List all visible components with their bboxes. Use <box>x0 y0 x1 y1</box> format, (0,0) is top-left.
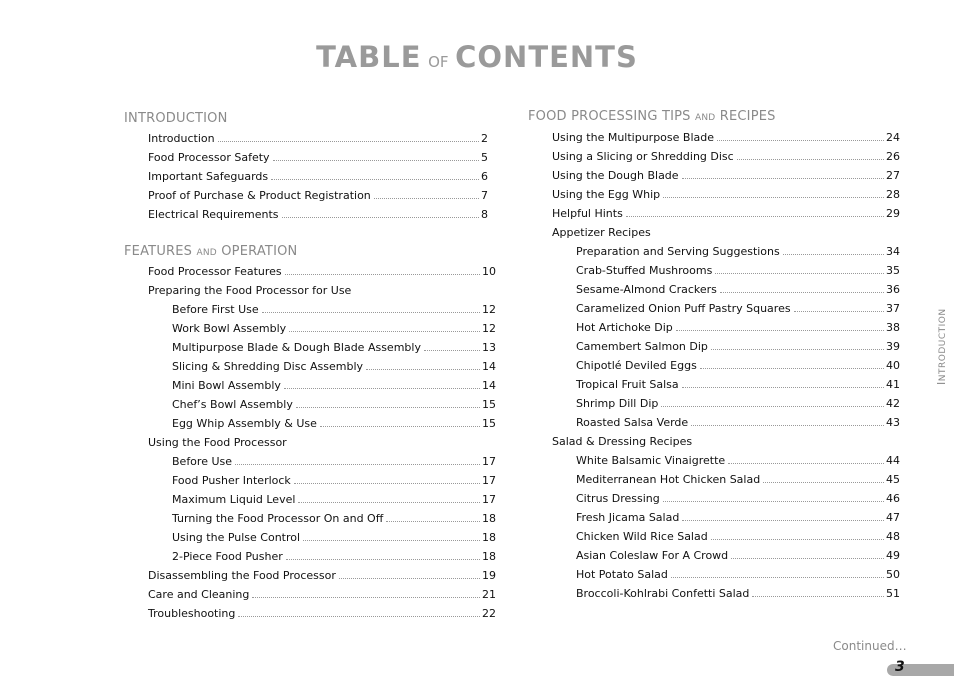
title-part-2: OF <box>428 53 449 71</box>
toc-entry-label: Proof of Purchase & Product Registration <box>148 189 371 202</box>
leader-dots <box>218 141 479 142</box>
toc-entry-label: Using the Pulse Control <box>172 531 301 544</box>
leader-dots <box>289 331 480 332</box>
toc-entry-label: Broccoli-Kohlrabi Confetti Salad <box>576 587 750 600</box>
toc-subheading[interactable] <box>552 435 692 449</box>
toc-entry-label: Work Bowl Assembly <box>172 322 287 335</box>
toc-entry-page: 6 <box>481 170 488 183</box>
section-heading-text: FEATURES <box>124 244 193 259</box>
toc-entry-label: Using the Multipurpose Blade <box>552 131 715 144</box>
toc-entry-page: 46 <box>886 492 900 505</box>
toc-entry-page: 42 <box>886 397 900 410</box>
toc-entry[interactable] <box>576 473 900 487</box>
toc-entry[interactable] <box>172 341 496 355</box>
toc-entry-label: Shrimp Dill Dip <box>576 397 659 410</box>
toc-entry-page: 36 <box>886 283 900 296</box>
leader-dots <box>298 502 480 503</box>
toc-entry-page: 35 <box>886 264 900 277</box>
leader-dots <box>717 140 884 141</box>
toc-entry-page: 28 <box>886 188 900 201</box>
page-number: 3 <box>895 659 905 675</box>
leader-dots <box>235 464 480 465</box>
leader-dots <box>273 160 479 161</box>
toc-entry-label: Maximum Liquid Level <box>172 493 296 506</box>
toc-entry-label: Food Processor Features <box>148 265 282 278</box>
toc-entry-page: 22 <box>482 607 496 620</box>
leader-dots <box>711 349 884 350</box>
toc-entry[interactable] <box>172 455 496 469</box>
section-heading-food-processing <box>528 109 776 124</box>
toc-entry-label: Fresh Jicama Salad <box>576 511 680 524</box>
toc-entry-page: 14 <box>482 360 496 373</box>
toc-entry-page: 44 <box>886 454 900 467</box>
toc-entry-page: 39 <box>886 340 900 353</box>
leader-dots <box>728 463 884 464</box>
leader-dots <box>763 482 884 483</box>
toc-entry[interactable] <box>172 474 496 488</box>
section-heading-connector: AND <box>196 248 217 258</box>
title-part-3: CONTENTS <box>455 40 638 74</box>
leader-dots <box>682 178 884 179</box>
toc-entry-label: Preparation and Serving Suggestions <box>576 245 780 258</box>
toc-entry-label: Roasted Salsa Verde <box>576 416 689 429</box>
toc-entry-page: 45 <box>886 473 900 486</box>
leader-dots <box>262 312 480 313</box>
toc-entry[interactable] <box>576 492 900 506</box>
leader-dots <box>671 577 884 578</box>
toc-entry-page: 17 <box>482 493 496 506</box>
toc-subheading[interactable] <box>148 284 351 298</box>
leader-dots <box>715 273 884 274</box>
leader-dots <box>320 426 480 427</box>
toc-entry-label: Preparing the Food Processor for Use <box>148 284 352 297</box>
toc-entry-page: 27 <box>886 169 900 182</box>
leader-dots <box>737 159 884 160</box>
toc-entry[interactable] <box>172 398 496 412</box>
toc-entry-label: Slicing & Shredding Disc Assembly <box>172 360 364 373</box>
toc-entry-page: 47 <box>886 511 900 524</box>
section-heading-text: OPERATION <box>221 244 298 259</box>
leader-dots <box>682 520 884 521</box>
toc-entry-label: Multipurpose Blade & Dough Blade Assembly <box>172 341 421 354</box>
toc-entry[interactable] <box>172 303 496 317</box>
toc-entry[interactable] <box>576 549 900 563</box>
toc-entry-label: Food Processor Safety <box>148 151 270 164</box>
toc-entry-label: Using the Food Processor <box>148 436 287 449</box>
leader-dots <box>720 292 884 293</box>
toc-entry-page: 29 <box>886 207 900 220</box>
toc-entry-page: 15 <box>482 417 496 430</box>
toc-entry-page: 18 <box>482 550 496 563</box>
leader-dots <box>691 425 884 426</box>
toc-entry[interactable] <box>576 321 900 335</box>
toc-entry-label: Mini Bowl Assembly <box>172 379 281 392</box>
toc-entry-page: 17 <box>482 455 496 468</box>
toc-entry-label: Mediterranean Hot Chicken Salad <box>576 473 761 486</box>
leader-dots <box>303 540 480 541</box>
toc-entry-label: Important Safeguards <box>148 170 269 183</box>
leader-dots <box>661 406 884 407</box>
toc-entry-page: 19 <box>482 569 496 582</box>
toc-entry-label: Electrical Requirements <box>148 208 279 221</box>
toc-entry-page: 18 <box>482 531 496 544</box>
leader-dots <box>794 311 884 312</box>
section-heading-features <box>124 244 297 259</box>
toc-entry-label: Turning the Food Processor On and Off <box>172 512 384 525</box>
toc-entry[interactable] <box>172 379 496 393</box>
toc-entry[interactable] <box>148 569 496 583</box>
toc-entry-page: 17 <box>482 474 496 487</box>
section-heading-text: FOOD PROCESSING TIPS <box>528 109 691 124</box>
toc-entry-label: Introduction <box>148 132 215 145</box>
toc-entry[interactable] <box>576 283 900 297</box>
toc-entry-label: Chicken Wild Rice Salad <box>576 530 708 543</box>
leader-dots <box>424 350 480 351</box>
toc-entry-label: Helpful Hints <box>552 207 623 220</box>
toc-entry[interactable] <box>172 322 496 336</box>
toc-entry-label: Sesame-Almond Crackers <box>576 283 717 296</box>
leader-dots <box>752 596 884 597</box>
leader-dots <box>731 558 884 559</box>
toc-entry[interactable] <box>576 378 900 392</box>
toc-entry-label: 2-Piece Food Pusher <box>172 550 283 563</box>
toc-entry[interactable] <box>576 359 900 373</box>
toc-entry[interactable] <box>552 207 900 221</box>
toc-entry-label: Using a Slicing or Shredding Disc <box>552 150 734 163</box>
toc-entry-page: 50 <box>886 568 900 581</box>
toc-entry-label: Caramelized Onion Puff Pastry Squares <box>576 302 791 315</box>
toc-entry[interactable] <box>576 568 900 582</box>
leader-dots <box>676 330 884 331</box>
toc-entry[interactable] <box>576 264 900 278</box>
leader-dots <box>285 274 480 275</box>
toc-entry-label: Citrus Dressing <box>576 492 660 505</box>
toc-entry[interactable] <box>576 511 900 525</box>
leader-dots <box>286 559 480 560</box>
leader-dots <box>783 254 884 255</box>
leader-dots <box>294 483 480 484</box>
toc-entry[interactable] <box>148 208 488 222</box>
toc-entry-label: Before First Use <box>172 303 259 316</box>
toc-entry-page: 12 <box>482 303 496 316</box>
toc-entry-page: 26 <box>886 150 900 163</box>
toc-entry-label: White Balsamic Vinaigrette <box>576 454 726 467</box>
toc-entry-label: Using the Dough Blade <box>552 169 679 182</box>
toc-entry[interactable] <box>172 550 496 564</box>
toc-entry[interactable] <box>172 417 496 431</box>
leader-dots <box>374 198 479 199</box>
toc-entry-page: 48 <box>886 530 900 543</box>
toc-entry-label: Egg Whip Assembly & Use <box>172 417 317 430</box>
toc-entry-page: 14 <box>482 379 496 392</box>
toc-entry-label: Disassembling the Food Processor <box>148 569 336 582</box>
toc-subheading[interactable] <box>552 226 651 240</box>
toc-entry[interactable] <box>576 397 900 411</box>
toc-entry[interactable] <box>148 151 488 165</box>
toc-entry-page: 12 <box>482 322 496 335</box>
leader-dots <box>282 217 479 218</box>
toc-entry-page: 13 <box>482 341 496 354</box>
toc-entry[interactable] <box>148 189 488 203</box>
side-tab-text: NTRODUCTION <box>938 308 948 382</box>
toc-entry-page: 49 <box>886 549 900 562</box>
toc-entry-page: 10 <box>482 265 496 278</box>
toc-entry-page: 2 <box>481 132 488 145</box>
toc-entry-page: 43 <box>886 416 900 429</box>
leader-dots <box>700 368 884 369</box>
leader-dots <box>339 578 480 579</box>
toc-entry-page: 41 <box>886 378 900 391</box>
toc-entry[interactable] <box>552 188 900 202</box>
toc-entry-label: Appetizer Recipes <box>552 226 651 239</box>
toc-entry-page: 8 <box>481 208 488 221</box>
section-heading-text: RECIPES <box>719 109 776 124</box>
toc-entry[interactable] <box>148 265 496 279</box>
page-title <box>0 40 954 74</box>
continued-note: Continued… <box>833 639 907 653</box>
leader-dots <box>663 197 884 198</box>
toc-entry-label: Asian Coleslaw For A Crowd <box>576 549 729 562</box>
toc-entry[interactable] <box>148 170 488 184</box>
toc-entry-label: Salad & Dressing Recipes <box>552 435 693 448</box>
toc-entry-page: 5 <box>481 151 488 164</box>
toc-entry[interactable] <box>172 493 496 507</box>
toc-entry-label: Troubleshooting <box>148 607 236 620</box>
side-tab-initial: I <box>935 381 948 385</box>
section-heading-connector: AND <box>694 113 716 123</box>
toc-entry-label: Chipotlé Deviled Eggs <box>576 359 697 372</box>
toc-entry-label: Crab-Stuffed Mushrooms <box>576 264 713 277</box>
toc-entry-label: Using the Egg Whip <box>552 188 661 201</box>
toc-entry-page: 15 <box>482 398 496 411</box>
toc-entry-page: 34 <box>886 245 900 258</box>
leader-dots <box>711 539 884 540</box>
toc-entry[interactable] <box>576 245 900 259</box>
toc-entry-label: Hot Potato Salad <box>576 568 668 581</box>
toc-subheading[interactable] <box>148 436 287 450</box>
toc-entry-label: Camembert Salmon Dip <box>576 340 708 353</box>
leader-dots <box>366 369 480 370</box>
toc-entry-page: 21 <box>482 588 496 601</box>
leader-dots <box>284 388 480 389</box>
toc-entry[interactable] <box>576 302 900 316</box>
toc-entry[interactable] <box>576 454 900 468</box>
toc-entry[interactable] <box>172 360 496 374</box>
leader-dots <box>238 616 480 617</box>
toc-entry[interactable] <box>552 131 900 145</box>
leader-dots <box>252 597 480 598</box>
toc-entry-label: Care and Cleaning <box>148 588 250 601</box>
toc-entry-page: 7 <box>481 189 488 202</box>
toc-entry[interactable] <box>552 169 900 183</box>
toc-entry[interactable] <box>148 132 488 146</box>
leader-dots <box>663 501 884 502</box>
toc-entry[interactable] <box>172 531 496 545</box>
toc-entry[interactable] <box>552 150 900 164</box>
title-part-1: TABLE <box>316 40 422 74</box>
leader-dots <box>386 521 480 522</box>
toc-entry-page: 18 <box>482 512 496 525</box>
toc-entry-label: Before Use <box>172 455 233 468</box>
toc-entry[interactable] <box>576 530 900 544</box>
toc-entry-label: Tropical Fruit Salsa <box>576 378 679 391</box>
toc-entry-page: 37 <box>886 302 900 315</box>
toc-entry[interactable] <box>576 587 900 601</box>
leader-dots <box>626 216 884 217</box>
section-heading-text: INTRODUCTION <box>124 111 228 126</box>
toc-entry[interactable] <box>148 588 496 602</box>
section-heading-introduction <box>124 111 228 126</box>
toc-entry-page: 51 <box>886 587 900 600</box>
toc-entry-page: 40 <box>886 359 900 372</box>
toc-entry-label: Hot Artichoke Dip <box>576 321 673 334</box>
toc-entry[interactable] <box>148 607 496 621</box>
toc-entry[interactable] <box>576 416 900 430</box>
toc-entry-label: Chef’s Bowl Assembly <box>172 398 293 411</box>
toc-entry[interactable] <box>576 340 900 354</box>
leader-dots <box>296 407 480 408</box>
toc-entry[interactable] <box>172 512 496 526</box>
side-tab-introduction <box>935 308 948 385</box>
leader-dots <box>682 387 884 388</box>
leader-dots <box>271 179 479 180</box>
toc-entry-page: 24 <box>886 131 900 144</box>
toc-entry-label: Food Pusher Interlock <box>172 474 291 487</box>
toc-entry-page: 38 <box>886 321 900 334</box>
